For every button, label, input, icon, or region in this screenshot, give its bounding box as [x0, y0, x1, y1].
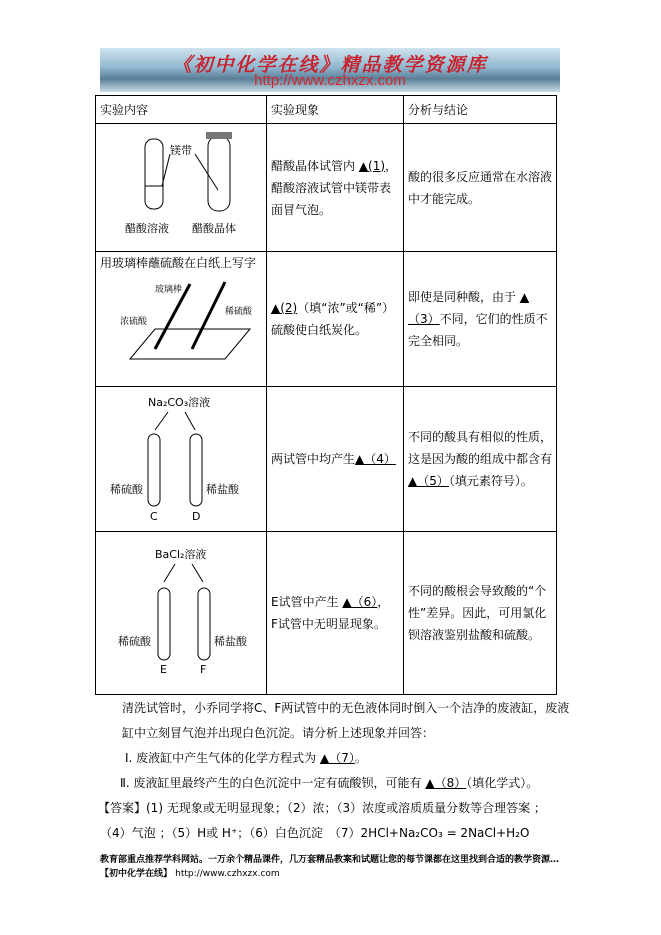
experiment-table [95, 95, 557, 695]
svg-text:BaCl₂溶液: BaCl₂溶液 [155, 547, 207, 561]
question-intro-1: 清洗试管时，小乔同学将C、F两试管中的无色液体同时倒入一个洁净的废液缸，废液 [122, 701, 570, 715]
svg-text:稀硫酸: 稀硫酸 [110, 483, 143, 496]
conclusion-cell: 不同的酸具有相似的性质，这是因为酸的组成中都含有▲（5）（填元素符号）。 [404, 387, 557, 532]
svg-text:E: E [160, 662, 167, 676]
table-row [96, 124, 557, 252]
table-row [96, 252, 557, 387]
magnesium-tubes-diagram [100, 124, 254, 244]
table-row [96, 387, 557, 532]
site-banner [100, 48, 560, 92]
diagram-cell [96, 387, 267, 532]
conclusion-cell: 不同的酸根会导致酸的“个性”差异。因此，可用氯化钡溶液鉴别盐酸和硫酸。 [404, 532, 557, 695]
svg-text:C: C [150, 510, 158, 523]
svg-text:D: D [192, 510, 201, 523]
header-content: 实验内容 [96, 96, 267, 124]
blank-7: ▲（7） [320, 751, 355, 765]
conclusion-cell: 即使是同种酸，由于 ▲（3）不同，它们的性质不完全相同。 [404, 252, 557, 387]
answer-line-2: （4）气泡 ；（5）H或 H⁺；（6）白色沉淀 （7）2HCl+Na₂CO₃ = 2NaCl+H₂O [100, 826, 530, 840]
phenomenon-cell: 醋酸晶体试管内 ▲(1)， 醋酸溶液试管中镁带表面冒气泡。 [267, 124, 404, 252]
phenomenon-cell: 两试管中均产生▲（4） [267, 387, 404, 532]
phenomenon-cell: ▲(2)（填“浓”或“稀”）硫酸使白纸炭化。 [267, 252, 404, 387]
phenomenon-cell: E试管中产生 ▲（6）， F试管中无明显现象。 [267, 532, 404, 695]
diagram-cell [96, 252, 267, 387]
table-header-row [96, 96, 557, 124]
blank-2: ▲(2) [271, 301, 298, 315]
label-magnesium: 镁带 [170, 144, 192, 157]
blank-6: ▲（6） [342, 595, 378, 609]
header-conclusion: 分析与结论 [404, 96, 557, 124]
svg-text:稀盐酸: 稀盐酸 [206, 483, 239, 496]
blank-3: ▲（3） [408, 290, 530, 326]
blank-4: ▲（4） [355, 452, 396, 466]
question-2: Ⅱ. 废液缸里最终产生的白色沉淀中一定有硫酸钡，可能有 ▲（8）（填化学式）。 [120, 776, 539, 790]
diagram-cell [96, 124, 267, 252]
svg-text:稀硫酸: 稀硫酸 [118, 634, 151, 648]
svg-text:F: F [200, 662, 207, 676]
sodium-carbonate-diagram [100, 388, 254, 523]
question-intro-2: 缸中立刻冒气泡并出现白色沉淀。请分析上述现象并回答： [122, 726, 435, 740]
blank-5: ▲（5） [408, 474, 449, 488]
blank-1: ▲(1) [358, 158, 386, 173]
banner-url[interactable]: http://www.czhxzx.com [254, 72, 406, 89]
table-row [96, 532, 557, 695]
label-acetic-solution: 醋酸溶液 [125, 222, 169, 235]
diagram-cell [96, 532, 267, 695]
footer-url[interactable]: http://www.czhxzx.com [175, 869, 280, 879]
conclusion-cell: 酸的很多反应通常在水溶液中才能完成。 [404, 124, 557, 252]
question-1: Ⅰ. 废液缸中产生气体的化学方程式为 ▲（7）。 [125, 751, 367, 765]
banner-title: 《初中化学在线》精品教学资源库 [172, 54, 488, 76]
blank-8: ▲（8） [425, 776, 467, 790]
glass-rod-diagram [100, 274, 254, 374]
svg-text:玻璃棒: 玻璃棒 [155, 285, 183, 295]
svg-text:Na₂CO₃溶液: Na₂CO₃溶液 [148, 396, 211, 409]
test-tube [208, 136, 230, 211]
svg-text:稀盐酸: 稀盐酸 [214, 634, 247, 648]
header-phenomenon: 实验现象 [267, 96, 404, 124]
row-title: 用玻璃棒蘸硫酸在白纸上写字 [100, 256, 257, 270]
label-acetic-crystal: 醋酸晶体 [192, 222, 236, 235]
svg-text:稀硫酸: 稀硫酸 [225, 307, 253, 317]
barium-chloride-diagram [100, 540, 254, 680]
footer: 教育部重点推荐学科网站。一万余个精品课件，几万套精品教案和试题让您的每节课都在这里找到合适的教学资源…【初中化学在线】 http://www.czhxzx.com [100, 855, 560, 879]
test-tube [145, 139, 163, 209]
svg-text:浓硫酸: 浓硫酸 [120, 317, 148, 327]
answer-line-1: 【答案】(1) 无现象或无明显现象；（2）浓；（3）浓度或溶质质量分数等合理答案 ； [98, 801, 546, 815]
